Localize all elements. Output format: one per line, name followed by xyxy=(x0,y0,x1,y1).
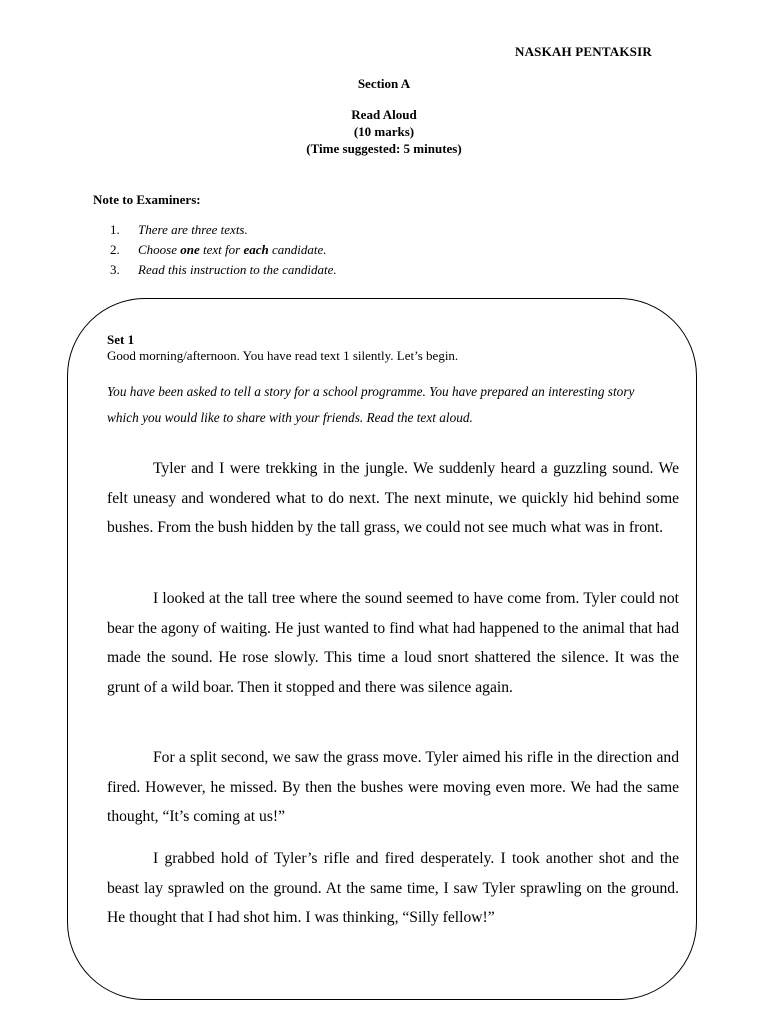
story-text: For a split second, we saw the grass move. Tyler aimed his rifle in the direction and fired. However, he missed. By then the bushes were moving even more. We had the same thought, “It’s coming at us!” xyxy=(107,749,679,825)
story-paragraph-3 xyxy=(107,743,679,832)
note-number: 2. xyxy=(110,242,120,257)
task-instruction: You have been asked to tell a story for a school programme. You have prepared an interesting story which you would like to share with your friends. Read the text aloud. xyxy=(107,384,635,425)
note-item xyxy=(110,260,337,280)
note-emphasis: each xyxy=(243,242,269,257)
marks-label: (10 marks) xyxy=(353,124,415,139)
section-heading: Section A xyxy=(357,76,411,91)
note-emphasis: one xyxy=(180,242,200,257)
story-paragraph-4 xyxy=(107,844,679,933)
story-text: Tyler and I were trekking in the jungle. We suddenly heard a guzzling sound. We felt uneasy and wondered what to do next. The next minute, we quickly hid behind some bushes. From the bush hidden by the tall grass, we could not see much what was in front. xyxy=(107,460,679,536)
note-text: candidate. xyxy=(268,242,327,257)
note-text: text for xyxy=(199,242,244,257)
note-number: 3. xyxy=(110,262,120,277)
set-title: Set 1 xyxy=(107,332,135,347)
story-paragraph-2 xyxy=(107,584,679,702)
note-text: Read this instruction to the candidate. xyxy=(138,262,337,277)
story-text: I grabbed hold of Tyler’s rifle and fired desperately. I took another shot and the beast lay sprawled on the ground. At the same time, I saw Tyler sprawling on the ground. He thought that I had shot him. I was thinking, “Silly fellow!” xyxy=(107,850,679,926)
note-item xyxy=(110,240,337,260)
story-text: I looked at the tall tree where the sound seemed to have come from. Tyler could not bear the agony of waiting. He just wanted to find what had happened to the animal that had made the sound. He rose slowly. This time a loud snort shattered the silence. It was the grunt of a wild boar. Then it stopped and there was silence again. xyxy=(107,590,679,696)
notes-title: Note to Examiners: xyxy=(93,192,201,207)
note-number: 1. xyxy=(110,222,120,237)
story-paragraph-1 xyxy=(107,454,679,543)
page-title: Read Aloud xyxy=(351,107,417,122)
time-suggested-label: (Time suggested: 5 minutes) xyxy=(306,141,462,156)
examiner-notes-list xyxy=(110,220,337,280)
note-text: There are three texts. xyxy=(138,222,248,237)
set-greeting: Good morning/afternoon. You have read text 1 silently. Let’s begin. xyxy=(107,348,459,363)
note-item xyxy=(110,220,337,240)
document-copy-label: NASKAH PENTAKSIR xyxy=(515,44,652,59)
note-text: Choose xyxy=(138,242,181,257)
